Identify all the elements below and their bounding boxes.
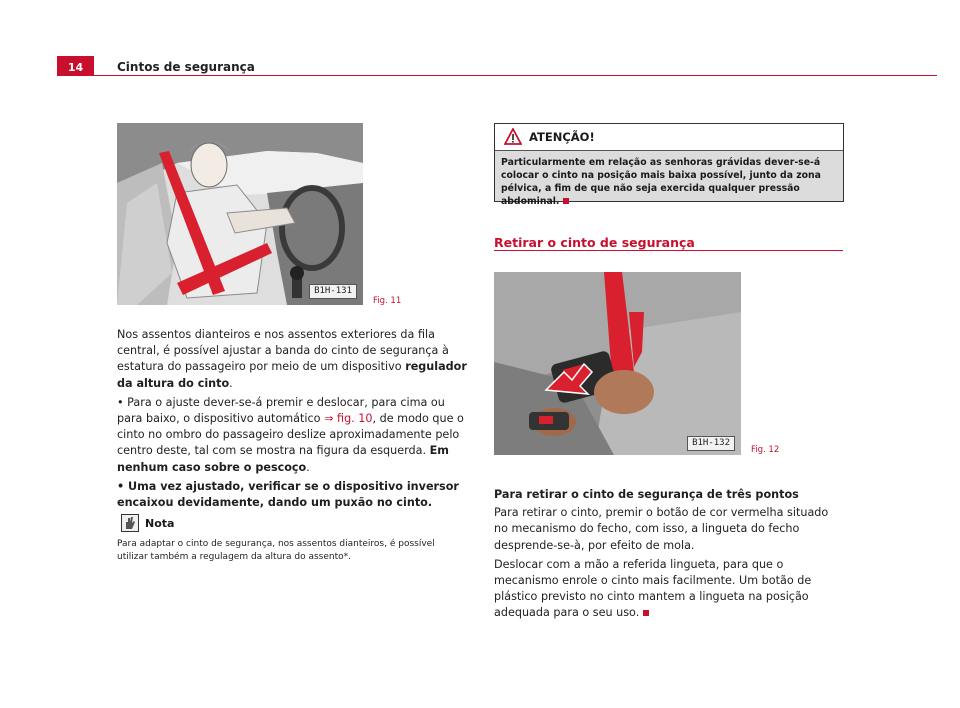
note-header [117, 514, 477, 532]
text-run: . [306, 460, 310, 474]
emphasis-text: Em nenhum caso sobre o pescoço [117, 444, 449, 474]
header-divider [57, 75, 937, 76]
figure-reference-link[interactable]: ⇒ fig. 10 [324, 412, 373, 426]
text-run: , de modo que o cinto no ombro do passageiro deslize aproximadamente pelo centro deste, tal com se mostra na figura da esquerda. [117, 412, 464, 458]
end-marker-icon [643, 610, 649, 616]
warning-triangle-icon [504, 128, 522, 149]
note-hand-icon [121, 514, 139, 532]
paragraph [117, 395, 467, 476]
figure-caption: Fig. 11 [373, 296, 402, 306]
figure-caption: Fig. 12 [751, 445, 780, 455]
figure-seat-belt-adjust [117, 123, 363, 305]
warning-text: Particularmente em relação as senhoras grávidas dever-se-á colocar o cinto na posição mais baixa possível, junto da zona pélvica, a fim de que não seja exercida qualquer pressão abdominal. [501, 157, 821, 207]
page-number: 14 [57, 56, 94, 76]
text-run: Deslocar com a mão a referida lingueta, para que o mecanismo enrole o cinto mais facilmente. Um botão de plástico previsto no cinto mantem a lingueta na posição adequada para o seu uso. [494, 557, 812, 620]
warning-title: ATENÇÃO! [529, 130, 595, 144]
warning-box [494, 123, 844, 207]
figure-code: B1H-132 [687, 436, 735, 451]
text-run: . [229, 376, 233, 390]
page-title: Cintos de segurança [117, 60, 255, 74]
figure-buckle-release [494, 272, 741, 455]
right-body-text [494, 487, 844, 625]
buckle-illustration [494, 272, 741, 455]
section-divider [494, 250, 843, 251]
section-title: Retirar o cinto de segurança [494, 235, 695, 250]
warning-header [495, 124, 843, 151]
text-run: • Para o ajuste dever-se-á premir e deslocar, para cima ou para baixo, o dispositivo automático [117, 395, 445, 426]
paragraph: Para retirar o cinto, premir o botão de cor vermelha situado no mecanismo do fecho, com isso, a lingueta do fecho desprende-se-à, por efeito de mola. [494, 506, 829, 552]
paragraph [494, 557, 844, 622]
text-run: Nos assentos dianteiros e nos assentos exteriores da fila central, é possível ajustar a banda do cinto de segurança à estatura do passageiro por meio de um dispositivo [117, 328, 449, 374]
emphasis-text: regulador da altura do cinto [117, 360, 467, 390]
note-text: Para adaptar o cinto de segurança, nos assentos dianteiros, é possível utilizar também a regulagem da altura do assento*. [117, 539, 435, 562]
paragraph: • Uma vez ajustado, verificar se o dispositivo inversor encaixou devidamente, dando um puxão no cinto. [117, 479, 459, 510]
seat-belt-illustration [117, 123, 363, 305]
subheading: Para retirar o cinto de segurança de três pontos [494, 488, 799, 501]
end-marker-icon [563, 198, 569, 204]
left-body-text [117, 327, 467, 514]
note-title: Nota [145, 516, 175, 530]
figure-code: B1H-131 [309, 284, 357, 299]
paragraph [117, 327, 467, 392]
warning-body [495, 151, 843, 207]
note-box [117, 514, 477, 563]
